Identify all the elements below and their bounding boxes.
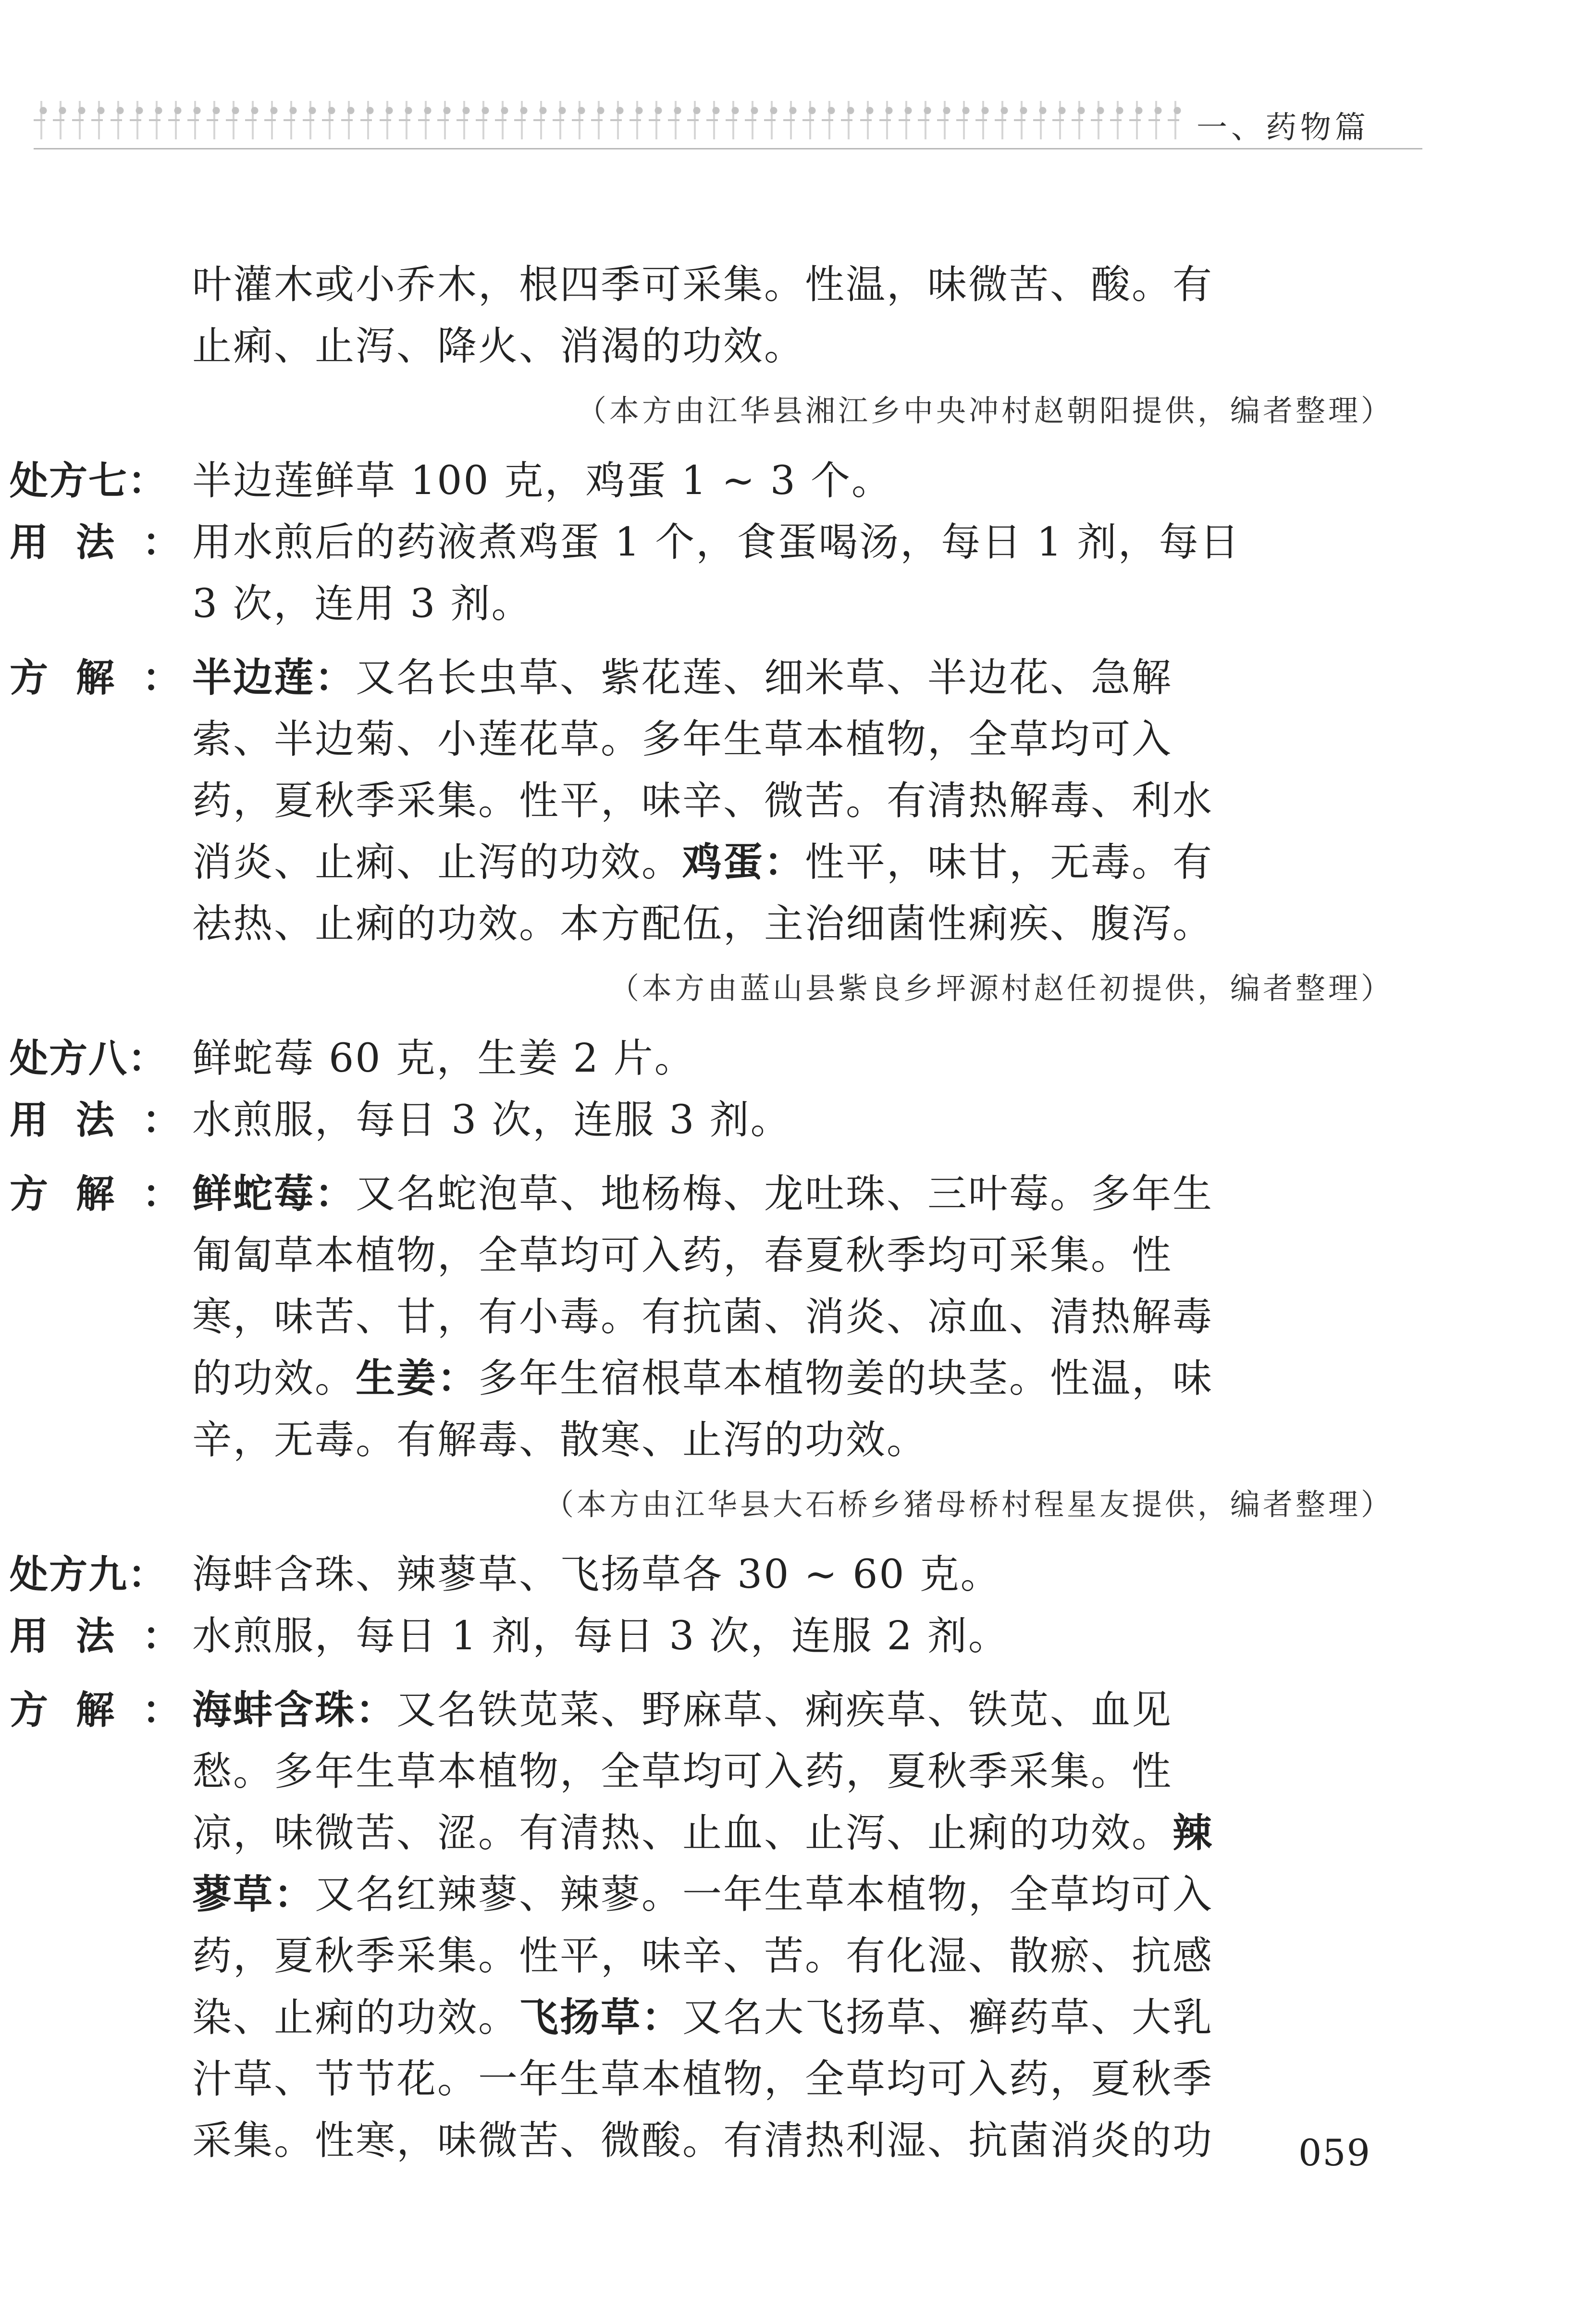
text-line: 愁。多年生草本植物，全草均可入药，夏秋季采集。性: [192, 1749, 1173, 1794]
source-note: （本方由蓝山县紫良乡坪源村赵任初提供，编者整理）: [609, 971, 1394, 1006]
prescription-line: [10, 458, 892, 504]
explanation-line: [10, 1171, 1214, 1217]
chapter-title: 一、药物篇: [1197, 110, 1370, 146]
prescription-label: 处方九：: [10, 1552, 167, 1597]
prescription-line: [10, 1552, 1001, 1597]
explanation-text: 又名红辣蓼、辣蓼。一年生草本植物，全草均可入: [315, 1872, 1214, 1917]
prescription-label: 处方七：: [10, 458, 167, 503]
usage-line: [10, 1097, 791, 1143]
herb-name: 蓼草：: [192, 1872, 315, 1917]
text-line: 汁草、节节花。一年生草本植物，全草均可入药，夏秋季: [192, 2056, 1214, 2102]
explanation-text: 又名大飞扬草、癣药草、大乳: [682, 1995, 1214, 2040]
header-decoration: [34, 101, 1182, 139]
usage-text: 用水煎后的药液煮鸡蛋 1 个，食蛋喝汤，每日 1 剂，每日: [192, 519, 1241, 565]
explanation-label: 方解：: [10, 1172, 209, 1216]
explanation-label: 方解：: [10, 1688, 209, 1732]
explanation-text: 又名长虫草、紫花莲、细米草、半边花、急解: [356, 655, 1173, 701]
herb-name: 海蚌含珠：: [192, 1687, 397, 1733]
herb-name: 鲜蛇莓：: [192, 1171, 356, 1217]
text-line: [192, 841, 1213, 884]
usage-text: 水煎服，每日 1 剂，每日 3 次，连服 2 剂。: [192, 1613, 1009, 1659]
header-divider: [34, 148, 1422, 149]
explanation-text: 染、止痢的功效。: [192, 1995, 519, 2040]
explanation-line: [10, 655, 1173, 701]
explanation-text: 的功效。: [192, 1356, 356, 1401]
text-line: [192, 1812, 1213, 1855]
usage-label: 用法：: [10, 1614, 209, 1658]
explanation-text: 性平，味甘，无毒。有: [805, 840, 1214, 885]
text-line: 辛，无毒。有解毒、散寒、止泻的功效。: [192, 1417, 928, 1463]
text-line: [192, 1996, 1213, 2040]
herb-name: 辣: [1172, 1810, 1214, 1856]
prescription-text: 海蚌含珠、辣蓼草、飞扬草各 30 ~ 60 克。: [192, 1552, 1001, 1597]
explanation-text: 消炎、止痢、止泻的功效。: [192, 840, 683, 885]
usage-line: [10, 1613, 1009, 1659]
explanation-text: 又名铁苋菜、野麻草、痢疾草、铁苋、血见: [396, 1687, 1173, 1733]
text-line: 采集。性寒，味微苦、微酸。有清热利湿、抗菌消炎的功: [192, 2118, 1214, 2163]
source-note: （本方由江华县大石桥乡猪母桥村程星友提供，编者整理）: [543, 1487, 1394, 1522]
text-line: 3 次，连用 3 剂。: [192, 581, 532, 627]
usage-label: 用法：: [10, 520, 209, 565]
explanation-text: 凉，味微苦、涩。有清热、止血、止泻、止痢的功效。: [192, 1810, 1173, 1856]
text-line: 寒，味苦、甘，有小毒。有抗菌、消炎、凉血、清热解毒: [192, 1294, 1214, 1340]
text-line: 索、半边菊、小莲花草。多年生草本植物，全草均可入: [192, 717, 1173, 762]
explanation-label: 方解：: [10, 655, 209, 700]
page-number: 059: [1298, 2131, 1371, 2174]
usage-line: [10, 519, 1241, 565]
text-line: 止痢、止泻、降火、消渴的功效。: [192, 323, 805, 369]
explanation-line: [10, 1687, 1173, 1733]
text-line: 药，夏秋季采集。性平，味辛、苦。有化湿、散瘀、抗感: [192, 1933, 1214, 1979]
text-line: 叶灌木或小乔木，根四季可采集。性温，味微苦、酸。有: [192, 262, 1214, 308]
text-line: 匍匐草本植物，全草均可入药，春夏秋季均可采集。性: [192, 1233, 1173, 1278]
usage-text: 水煎服，每日 3 次，连服 3 剂。: [192, 1097, 791, 1143]
prescription-text: 半边莲鲜草 100 克，鸡蛋 1 ~ 3 个。: [192, 458, 892, 504]
herb-name: 半边莲：: [192, 655, 356, 701]
herb-name: 鸡蛋：: [682, 840, 805, 885]
prescription-text: 鲜蛇莓 60 克，生姜 2 片。: [192, 1036, 695, 1081]
text-line: [192, 1357, 1213, 1400]
explanation-text: 多年生宿根草本植物姜的块茎。性温，味: [478, 1356, 1214, 1401]
herb-name: 飞扬草：: [519, 1995, 683, 2040]
text-line: 药，夏秋季采集。性平，味辛、微苦。有清热解毒、利水: [192, 778, 1214, 824]
text-line: [192, 1873, 1213, 1916]
prescription-label: 处方八：: [10, 1036, 167, 1081]
usage-label: 用法：: [10, 1098, 209, 1142]
herb-name: 生姜：: [356, 1356, 479, 1401]
prescription-line: [10, 1036, 695, 1081]
text-line: 祛热、止痢的功效。本方配伍，主治细菌性痢疾、腹泻。: [192, 901, 1214, 947]
source-note: （本方由江华县湘江乡中央冲村赵朝阳提供，编者整理）: [576, 393, 1394, 428]
explanation-text: 又名蛇泡草、地杨梅、龙吐珠、三叶莓。多年生: [356, 1171, 1214, 1217]
